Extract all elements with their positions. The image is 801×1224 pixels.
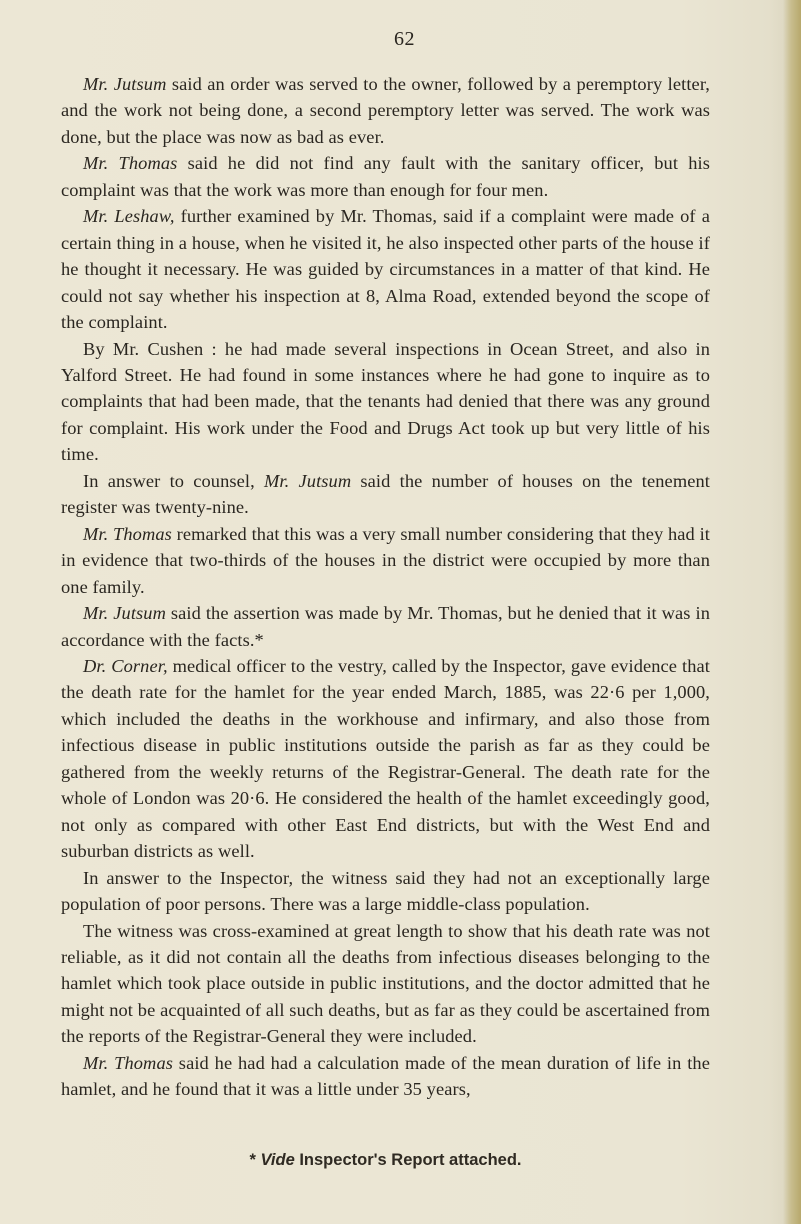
paragraph-text: remarked that this was a very small number considering that they had it in evidence that two-thirds of the houses in the district were occupied by more than one family. <box>61 523 710 597</box>
paragraph-text: The witness was cross-examined at great length to show that his death rate was not reliable, as it did not contain all the deaths from infectious diseases belonging to the hamlet which took place outside in public institutions, and the doctor admitted that he might not be acquainted of all such deaths, but as far as they could be ascertained from the reports of the Registrar-General they were included. <box>61 920 710 1047</box>
paragraph <box>61 150 710 203</box>
paragraph-text: In answer to counsel, <box>83 470 265 491</box>
footnote-vide: Vide <box>260 1151 295 1169</box>
paragraph-text: said he had had a calculation made of the mean duration of life in the hamlet, and he found that it was a little under 35 years, <box>61 1052 710 1100</box>
paragraph <box>61 521 710 600</box>
paragraph <box>61 336 710 468</box>
speaker-name-inline: Mr. Jutsum <box>264 470 352 491</box>
paragraph-text: In answer to the Inspector, the witness said they had not an exceptionally large population of poor persons. There was a large middle-class population. <box>61 867 710 915</box>
paragraph-text: said an order was served to the owner, followed by a peremptory letter, and the work not being done, a second peremptory letter was served. The work was done, but the place was now as bad as ever. <box>61 74 711 147</box>
speaker-name: Mr. Jutsum <box>83 74 167 94</box>
paragraph-text: said the assertion was made by Mr. Thomas, but he denied that it was in accordance with the facts.* <box>61 603 710 650</box>
footnote <box>61 1151 710 1170</box>
paragraph-text: By Mr. Cushen : he had made several inspections in Ocean Street, and also in Yalford Street. He had found in some instances where he had gone to inquire as to complaints that had been made, that the tenants had denied that there was any ground for complaint. His work under the Food and Drugs Act took up but very little of his time. <box>61 338 710 465</box>
page-number: 62 <box>394 28 415 50</box>
paragraph <box>61 1050 710 1103</box>
paragraph <box>61 203 710 335</box>
paragraph-text-after: said the number of houses on the tenement register was twenty-nine. <box>61 470 710 518</box>
speaker-name: Mr. Thomas <box>83 153 178 174</box>
paragraph <box>61 918 710 1050</box>
paragraph <box>61 865 710 918</box>
paragraph <box>61 71 710 150</box>
paragraph-text: medical officer to the vestry, called by the Inspector, gave evidence that the death rate for the hamlet for the year ended March, 1885, was 22·6 per 1,000, which included the deaths in the workhouse and infirmary, and also those from infectious disease in public institutions outside the parish as far as they could be gathered from the weekly returns of the Registrar-General. The death rate for the whole of London was 20·6. He considered the health of the hamlet exceedingly good, not only as compared with other East End districts, but with the West End and suburban districts as well. <box>61 655 710 862</box>
speaker-name: Mr. Thomas <box>83 523 172 544</box>
paragraph-text: further examined by Mr. Thomas, said if a complaint were made of a certain thing in a house, when he visited it, he also inspected other parts of the house if he thought it necessary. He was guided by circumstances in a matter of that kind. He could not say whether his inspection at 8, Alma Road, extended beyond the scope of the complaint. <box>61 206 710 333</box>
paragraph-text: said he did not find any fault with the sanitary officer, but his complaint was that the work was more than enough for four men. <box>61 153 710 200</box>
speaker-name: Mr. Leshaw, <box>83 206 175 227</box>
speaker-name: Mr. Jutsum <box>83 603 166 624</box>
speaker-name: Mr. Thomas <box>83 1052 173 1073</box>
speaker-name: Dr. Corner, <box>83 655 168 676</box>
body-text <box>61 71 710 1103</box>
paragraph <box>61 600 710 653</box>
footnote-text: Inspector's Report attached. <box>299 1151 522 1169</box>
paragraph <box>61 653 710 865</box>
paragraph <box>61 468 710 521</box>
footnote-marker: * <box>249 1151 256 1169</box>
page-edge <box>783 0 801 1224</box>
